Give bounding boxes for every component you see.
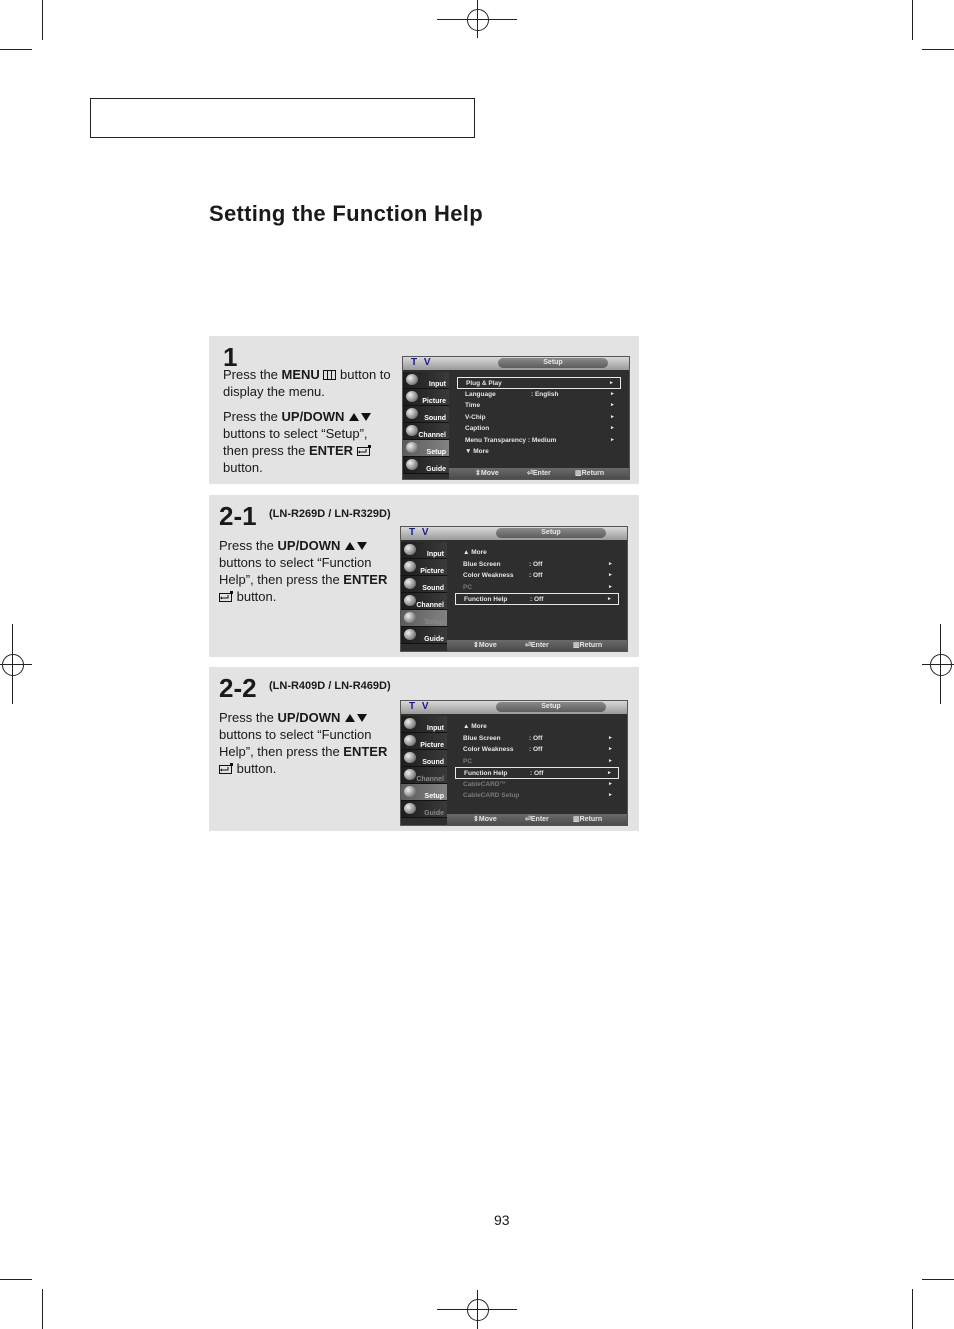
enter-icon (219, 589, 233, 604)
menu-category-icon (404, 544, 416, 555)
step-number: 1 (223, 342, 238, 372)
step-panel-1 (209, 336, 639, 484)
menu-row-value: : Off (529, 560, 543, 568)
side-menu (401, 716, 447, 818)
move-hint: ⇕ Move (475, 470, 499, 477)
menu-row-label: Language (465, 390, 496, 398)
side-menu-item (401, 576, 447, 593)
return-hint: ▥ Return (573, 816, 603, 823)
menu-category-icon (404, 595, 416, 606)
menu-category-icon (404, 629, 416, 640)
button-name: ENTER (309, 443, 354, 458)
submenu-arrow-icon: ► (608, 734, 613, 741)
menu-tab: Setup (496, 528, 606, 538)
menu-row (455, 756, 619, 768)
button-name: MENU (281, 367, 320, 382)
side-menu-label: Sound (424, 415, 446, 422)
side-menu-label: Channel (418, 432, 446, 439)
side-menu-item (403, 457, 449, 474)
menu-row-label: Blue Screen (463, 560, 501, 568)
instruction-text: button. (223, 460, 263, 475)
menu-row-value: : Off (529, 734, 543, 742)
menu-row-label: Color Weakness (463, 572, 514, 579)
step-instructions (223, 366, 393, 484)
menu-row (457, 412, 621, 424)
side-menu (401, 542, 447, 644)
menu-category-icon (404, 612, 416, 623)
registration-mark (467, 1299, 489, 1321)
menu-row-label: Blue Screen (463, 734, 501, 742)
menu-row (457, 446, 621, 458)
menu-row-label: Time (465, 402, 481, 409)
tv-menu-screenshot (400, 526, 628, 652)
registration-line (12, 624, 13, 704)
side-menu-item (401, 784, 447, 801)
side-menu-item (403, 423, 449, 440)
menu-row-label: CableCARD™ (463, 780, 506, 788)
side-menu-label: Guide (424, 810, 444, 817)
menu-category-icon (406, 425, 418, 436)
submenu-arrow-icon: ► (610, 390, 615, 397)
menu-row (455, 593, 619, 605)
side-menu-label: Input (426, 725, 444, 732)
side-menu-label: Picture (422, 398, 446, 405)
menu-row-label: V-Chip (465, 413, 486, 421)
menu-row (455, 767, 619, 779)
submenu-arrow-icon: ► (608, 780, 613, 787)
screen-footer (447, 814, 627, 825)
menu-list (455, 547, 619, 605)
step-model-label: (LN-R409D / LN-R469D) (269, 680, 391, 692)
instruction-text: Press the (223, 367, 282, 382)
enter-hint: ⏎ Enter (525, 642, 549, 649)
menu-row-label: Menu Transparency : Medium (465, 436, 557, 444)
side-menu-item (403, 406, 449, 423)
tv-brand: T V (409, 527, 431, 538)
menu-category-icon (406, 442, 418, 453)
instruction-text: Press the (219, 710, 278, 725)
menu-row-value: : Off (530, 770, 544, 777)
menu-row (457, 389, 621, 401)
instruction-text: button to display the menu. (223, 367, 391, 399)
tv-menu-screenshot (402, 356, 630, 480)
side-menu-item (401, 733, 447, 750)
button-name: UP/DOWN (277, 710, 341, 725)
submenu-arrow-icon: ► (610, 413, 615, 420)
registration-line (940, 624, 941, 704)
submenu-arrow-icon: ► (610, 425, 615, 431)
return-label: Return (581, 470, 605, 477)
instruction-text: button. (233, 589, 277, 604)
tv-menu-screenshot (400, 700, 628, 826)
side-menu-item (401, 593, 447, 610)
submenu-arrow-icon: ► (608, 572, 613, 578)
instruction-text: buttons to select “Function Help”, then press the (219, 727, 372, 759)
tv-brand: T V (409, 701, 431, 712)
screen-titlebar (403, 357, 629, 370)
side-menu-item (401, 610, 447, 627)
screen-footer (447, 640, 627, 651)
side-menu-label: Input (426, 551, 444, 558)
menu-row-label: Function Help (464, 596, 508, 603)
screen-titlebar (401, 527, 627, 540)
side-menu-label: Setup (424, 793, 444, 800)
menu-row-label: Plug & Play (466, 380, 502, 387)
registration-line (922, 664, 954, 665)
menu-row-label: ▲ More (463, 549, 487, 556)
menu-row-label: Function Help (464, 770, 508, 777)
instruction-text: buttons to select “Setup”, then press the (223, 426, 368, 458)
menu-row (457, 400, 621, 412)
move-label: Move (478, 816, 497, 823)
menu-row (455, 733, 619, 745)
button-name: UP/DOWN (277, 538, 341, 553)
return-label: Return (579, 642, 603, 649)
menu-row (457, 377, 621, 389)
menu-category-icon (404, 561, 416, 572)
side-menu-item (401, 542, 447, 559)
side-menu-label: Sound (422, 585, 444, 592)
menu-category-icon (404, 718, 416, 729)
side-menu-label: Guide (424, 636, 444, 643)
up-down-arrows-icon (340, 710, 368, 725)
side-menu-item (401, 767, 447, 784)
side-menu-label: Guide (426, 466, 446, 473)
menu-row-label: CableCARD Setup (463, 792, 520, 799)
crop-mark (0, 1279, 32, 1280)
side-menu-label: Picture (420, 742, 444, 749)
menu-list (457, 377, 621, 458)
crop-mark (42, 1289, 43, 1329)
menu-tab: Setup (496, 702, 606, 712)
menu-row (455, 721, 619, 733)
page-number: 93 (494, 1212, 510, 1228)
enter-icon (219, 761, 233, 776)
up-down-arrows-icon (340, 538, 368, 553)
menu-row-label: Caption (465, 425, 490, 432)
submenu-arrow-icon: ► (608, 583, 613, 590)
registration-line (477, 1290, 478, 1329)
menu-category-icon (404, 735, 416, 746)
enter-hint: ⏎ Enter (525, 816, 549, 823)
step-number: 2-2 (219, 673, 257, 703)
step-panel-3 (209, 667, 639, 831)
screen-footer (449, 468, 629, 479)
side-menu-label: Picture (420, 568, 444, 575)
instruction-text: Press the (219, 538, 278, 553)
menu-category-icon (406, 408, 418, 419)
instruction-paragraph (223, 366, 393, 400)
registration-line (0, 664, 32, 665)
crop-mark (912, 1289, 913, 1329)
registration-line (477, 0, 478, 38)
step-instructions (219, 709, 391, 785)
instruction-text: Press the (223, 409, 282, 424)
menu-category-icon (404, 769, 416, 780)
move-label: Move (480, 470, 499, 477)
side-menu-label: Sound (422, 759, 444, 766)
button-name: UP/DOWN (281, 409, 345, 424)
submenu-arrow-icon: ► (608, 746, 613, 752)
enter-label: Enter (532, 470, 551, 477)
instruction-text: button. (233, 761, 277, 776)
menu-list (455, 721, 619, 802)
side-menu (403, 372, 449, 474)
menu-tab: Setup (498, 358, 608, 368)
menu-category-icon (404, 578, 416, 589)
instruction-paragraph (219, 709, 391, 777)
step-model-label: (LN-R269D / LN-R329D) (269, 508, 391, 520)
step-panel-2 (209, 495, 639, 657)
crop-mark (922, 1279, 954, 1280)
side-menu-label: Channel (416, 602, 444, 609)
side-menu-item (403, 372, 449, 389)
crop-mark (912, 0, 913, 40)
menu-row (457, 423, 621, 435)
menu-row-label: ▼ More (465, 448, 489, 455)
registration-mark (930, 654, 952, 676)
menu-row (455, 547, 619, 559)
side-menu-item (401, 801, 447, 818)
up-down-arrows-icon (344, 409, 372, 424)
enter-label: Enter (530, 642, 549, 649)
screen-titlebar (401, 701, 627, 714)
tv-brand: T V (411, 357, 433, 368)
submenu-arrow-icon: ► (608, 792, 613, 798)
submenu-arrow-icon: ► (610, 436, 615, 443)
submenu-arrow-icon: ► (607, 770, 612, 776)
menu-row (455, 790, 619, 802)
menu-icon (320, 367, 337, 382)
side-menu-item (401, 627, 447, 644)
crop-mark (922, 49, 954, 50)
menu-category-icon (404, 803, 416, 814)
submenu-arrow-icon: ► (607, 596, 612, 602)
instruction-paragraph (223, 408, 393, 476)
instruction-paragraph (219, 537, 391, 605)
menu-row-label: PC (463, 583, 473, 591)
menu-category-icon (406, 374, 418, 385)
return-hint: ▥ Return (575, 470, 605, 477)
menu-category-icon (406, 391, 418, 402)
return-hint: ▥ Return (573, 642, 603, 649)
submenu-arrow-icon: ► (608, 757, 613, 764)
button-name: ENTER (343, 572, 388, 587)
menu-row (455, 570, 619, 582)
enter-icon (353, 443, 371, 458)
move-hint: ⇕ Move (473, 642, 497, 649)
step-instructions (219, 537, 391, 613)
menu-row-label: Color Weakness (463, 746, 514, 753)
header-box (90, 98, 475, 138)
menu-row (455, 779, 619, 791)
side-menu-item (403, 440, 449, 457)
menu-row-value: : Off (529, 746, 543, 753)
side-menu-item (401, 750, 447, 767)
return-label: Return (579, 816, 603, 823)
enter-label: Enter (530, 816, 549, 823)
menu-row-label: PC (463, 757, 473, 765)
menu-row (455, 559, 619, 571)
menu-row-value: : Off (529, 572, 543, 579)
registration-mark (2, 654, 24, 676)
submenu-arrow-icon: ► (608, 560, 613, 567)
menu-row (455, 582, 619, 594)
crop-mark (42, 0, 43, 40)
step-number: 2-1 (219, 501, 257, 531)
side-menu-item (403, 389, 449, 406)
crop-mark (0, 49, 32, 50)
move-hint: ⇕ Move (473, 816, 497, 823)
move-label: Move (478, 642, 497, 649)
instruction-text: buttons to select “Function Help”, then press the (219, 555, 372, 587)
menu-category-icon (406, 459, 418, 470)
button-name: ENTER (343, 744, 388, 759)
menu-category-icon (404, 786, 416, 797)
registration-mark (467, 9, 489, 31)
menu-row (455, 744, 619, 756)
submenu-arrow-icon: ► (609, 380, 614, 386)
side-menu-label: Input (428, 381, 446, 388)
side-menu-item (401, 559, 447, 576)
submenu-arrow-icon: ► (610, 402, 615, 408)
menu-row-label: ▲ More (463, 723, 487, 730)
page-title: Setting the Function Help (209, 201, 483, 226)
side-menu-item (401, 716, 447, 733)
enter-hint: ⏎ Enter (527, 470, 551, 477)
menu-row-value: : Off (530, 596, 544, 603)
side-menu-label: Setup (426, 449, 446, 456)
menu-category-icon (404, 752, 416, 763)
menu-row-value: : English (531, 390, 559, 398)
side-menu-label: Setup (424, 619, 444, 626)
side-menu-label: Channel (416, 776, 444, 783)
menu-row (457, 435, 621, 447)
